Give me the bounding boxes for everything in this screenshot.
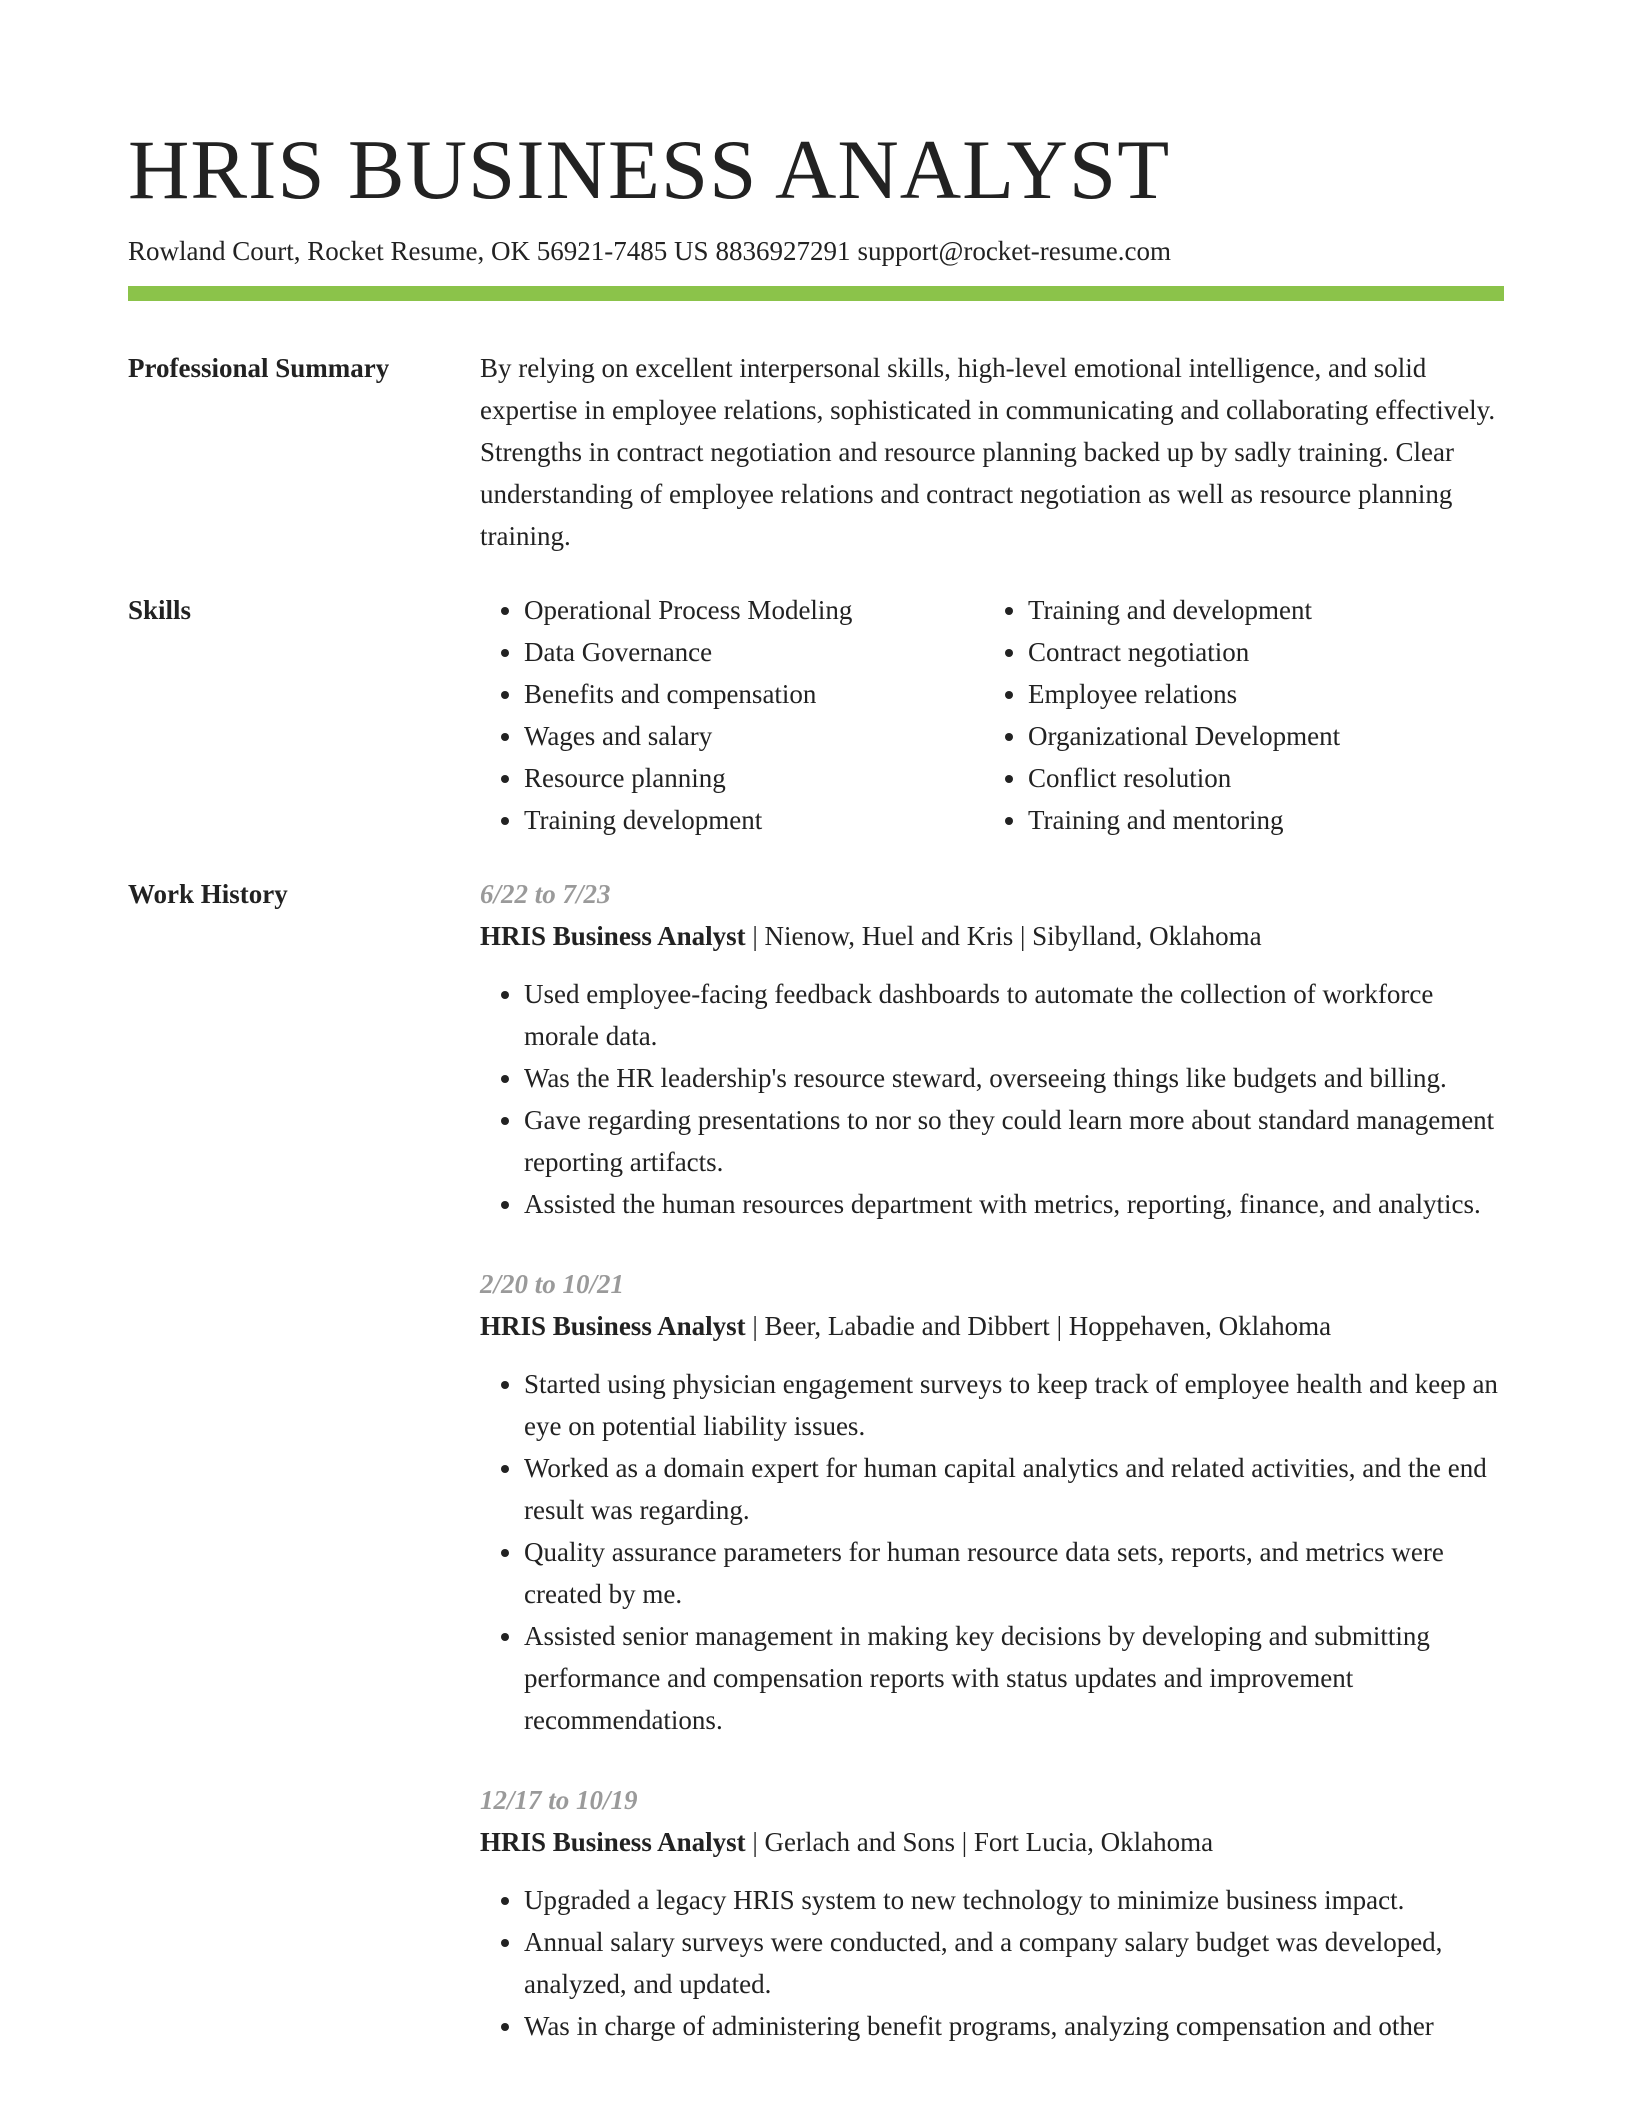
- job-entry: [480, 873, 1504, 1225]
- skill-item: • Training development: [524, 799, 984, 841]
- job-location: Fort Lucia, Oklahoma: [973, 1827, 1214, 1857]
- job-company: Nienow, Huel and Kris: [764, 921, 1014, 951]
- candidate-name: HRIS BUSINESS ANALYST: [128, 123, 1171, 217]
- job-company: Beer, Labadie and Dibbert: [764, 1311, 1050, 1341]
- job-dates: 2/20 to 10/21: [480, 1269, 625, 1299]
- accent-divider: [128, 286, 1504, 301]
- job-bullet: • Used employee-facing feedback dashboards to automate the collection of workforce morale data.: [524, 973, 1504, 1057]
- skills-list-right: [984, 589, 1488, 841]
- skill-item: • Data Governance: [524, 631, 984, 673]
- summary-text: By relying on excellent interpersonal skills, high-level emotional intelligence, and solid expertise in employee relations, sophisticated in communicating and collaborating effectively. Strengths in contract negotiation and resource planning backed up by sadly training. Clear understanding of employee relations and contract negotiation as well as resource planning training.: [480, 353, 1496, 551]
- job-entry: [480, 1263, 1504, 1741]
- job-bullets: [480, 1363, 1504, 1741]
- resume-header: [128, 118, 1504, 268]
- summary-heading: Professional Summary: [128, 353, 390, 383]
- contact-phone: 8836927291: [715, 236, 851, 266]
- skill-item: • Wages and salary: [524, 715, 984, 757]
- skill-item: • Contract negotiation: [1028, 631, 1488, 673]
- job-bullet: • Upgraded a legacy HRIS system to new technology to minimize business impact.: [524, 1879, 1504, 1921]
- job-bullet: • Assisted the human resources department with metrics, reporting, finance, and analytics.: [524, 1183, 1504, 1225]
- contact-email: support@rocket-resume.com: [857, 236, 1171, 266]
- job-heading: HRIS Business Analyst | Nienow, Huel and Kris | Sibylland, Oklahoma: [480, 921, 1262, 951]
- work-history-heading: Work History: [128, 879, 288, 909]
- contact-address: Rowland Court, Rocket Resume, OK 56921-7485 US: [128, 236, 709, 266]
- skill-item: • Training and mentoring: [1028, 799, 1488, 841]
- job-title: HRIS Business Analyst: [480, 921, 746, 951]
- skill-item: • Organizational Development: [1028, 715, 1488, 757]
- job-bullet: • Was the HR leadership's resource steward, overseeing things like budgets and billing.: [524, 1057, 1504, 1099]
- skills-body: [480, 589, 1504, 841]
- contact-line: [128, 234, 1504, 268]
- skill-item: • Benefits and compensation: [524, 673, 984, 715]
- job-bullet: • Started using physician engagement surveys to keep track of employee health and keep an eye on potential liability issues.: [524, 1363, 1504, 1447]
- job-heading: HRIS Business Analyst | Beer, Labadie and Dibbert | Hoppehaven, Oklahoma: [480, 1311, 1332, 1341]
- job-location: Sibylland, Oklahoma: [1032, 921, 1262, 951]
- job-heading: HRIS Business Analyst | Gerlach and Sons | Fort Lucia, Oklahoma: [480, 1827, 1214, 1857]
- job-bullet: • Worked as a domain expert for human capital analytics and related activities, and the end result was regarding.: [524, 1447, 1504, 1531]
- skill-item: • Training and development: [1028, 589, 1488, 631]
- work-history-body: [480, 873, 1504, 2085]
- job-bullets: [480, 1879, 1504, 2047]
- job-entry: [480, 1779, 1504, 2047]
- job-title: HRIS Business Analyst: [480, 1311, 746, 1341]
- job-bullet: • Was in charge of administering benefit programs, analyzing compensation and other: [524, 2005, 1504, 2047]
- job-bullet: • Gave regarding presentations to nor so they could learn more about standard management reporting artifacts.: [524, 1099, 1504, 1183]
- skill-item: • Conflict resolution: [1028, 757, 1488, 799]
- skills-heading: Skills: [128, 595, 192, 625]
- job-bullet: • Quality assurance parameters for human resource data sets, reports, and metrics were created by me.: [524, 1531, 1504, 1615]
- skill-item: • Resource planning: [524, 757, 984, 799]
- skill-item: • Operational Process Modeling: [524, 589, 984, 631]
- job-company: Gerlach and Sons: [764, 1827, 955, 1857]
- job-title: HRIS Business Analyst: [480, 1827, 746, 1857]
- job-bullet: • Assisted senior management in making key decisions by developing and submitting performance and compensation reports with status updates and improvement recommendations.: [524, 1615, 1504, 1741]
- job-bullets: [480, 973, 1504, 1225]
- skills-list-left: [480, 589, 984, 841]
- job-dates: 12/17 to 10/19: [480, 1785, 638, 1815]
- job-bullet: • Annual salary surveys were conducted, and a company salary budget was developed, analyzed, and updated.: [524, 1921, 1504, 2005]
- skill-item: • Employee relations: [1028, 673, 1488, 715]
- job-location: Hoppehaven, Oklahoma: [1068, 1311, 1332, 1341]
- job-dates: 6/22 to 7/23: [480, 879, 611, 909]
- summary-body: [480, 347, 1504, 557]
